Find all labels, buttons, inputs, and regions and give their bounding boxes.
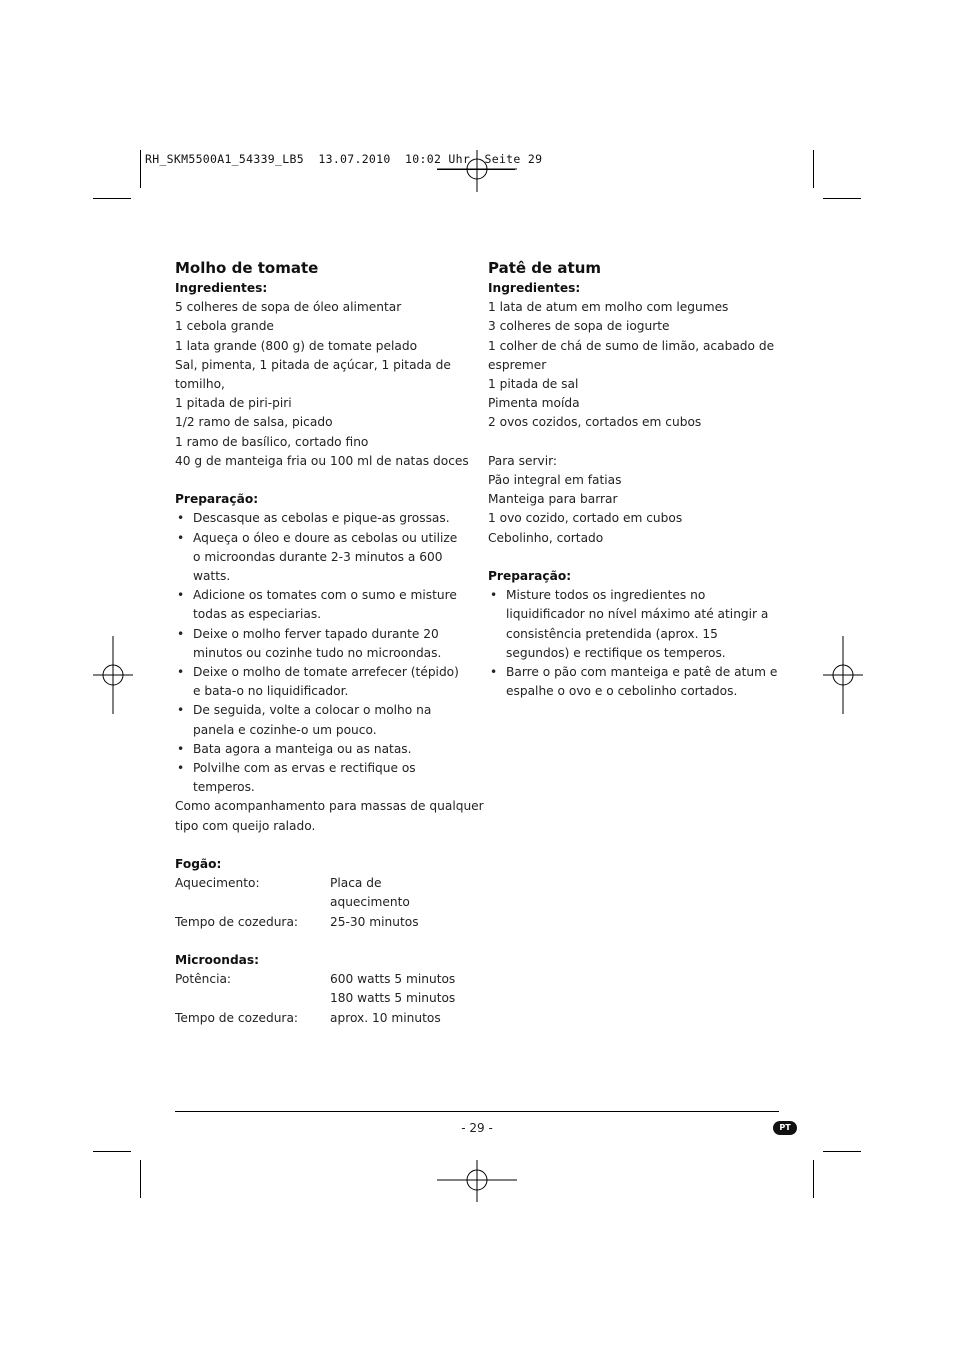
registration-mark-bottom (437, 1160, 517, 1202)
ingredient-item: 1 pitada de piri-piri (175, 396, 292, 411)
ingredient-item: 1 lata grande (800 g) de tomate pelado (175, 338, 418, 353)
stove-heading: Fogão: (175, 857, 222, 872)
serve-list (488, 471, 780, 548)
microwave-row (175, 1009, 465, 1028)
ingredient-item: 1 lata de atum em molho com legumes (488, 300, 729, 315)
stove-row (175, 874, 465, 912)
ingredient-item: 2 ovos cozidos, cortados em cubos (488, 415, 702, 430)
step-item: • De seguida, volte a colocar o molho na panela e cozinhe-o um pouco. (175, 701, 465, 739)
microwave-row (175, 970, 465, 989)
serving-note: tipo com queijo ralado. (175, 818, 316, 833)
serve-item: Cebolinho, cortado (488, 530, 604, 545)
stove-value: Placa de aquecimento (330, 876, 410, 910)
stove-row (175, 913, 465, 932)
ingredients-heading: Ingredientes: (175, 281, 268, 295)
recipe-title: Patê de atum (488, 259, 602, 277)
serving-note: Como acompanhamento para massas de qualquer (175, 799, 484, 814)
crop-mark (140, 1160, 141, 1198)
registration-mark-right (823, 636, 863, 714)
ingredients-heading: Ingredientes: (488, 281, 581, 295)
step-item: • Aqueça o óleo e doure as cebolas ou utilize o microondas durante 2-3 minutos a 600 watts. (175, 529, 465, 587)
step-item: • Deixe o molho ferver tapado durante 20 minutos ou cozinhe tudo no microondas. (175, 625, 465, 663)
ingredient-item: 1 ramo de basílico, cortado fino (175, 434, 369, 449)
microwave-value: 180 watts 5 minutos (330, 991, 456, 1006)
microwave-value: aprox. 10 minutos (330, 1010, 441, 1025)
recipe-tuna-pate (488, 258, 780, 701)
step-item: • Deixe o molho de tomate arrefecer (tépido) e bata-o no liquidificador. (175, 663, 465, 701)
microwave-value: 600 watts 5 minutos (330, 972, 456, 987)
step-item: • Misture todos os ingredientes no liquidificador no nível máximo até atingir a consistência pretendida (aprox. 15 segundos) e rectifique os temperos. (488, 586, 780, 663)
serve-heading: Para servir: (488, 453, 557, 468)
serve-item: Manteiga para barrar (488, 492, 618, 507)
crop-mark (813, 150, 814, 188)
microwave-key: Tempo de cozedura: (175, 1010, 299, 1025)
preparation-steps (175, 509, 465, 797)
ingredient-item: espremer (488, 357, 547, 372)
preparation-steps (488, 586, 780, 701)
footer-rule (175, 1111, 779, 1112)
preparation-heading: Preparação: (488, 569, 572, 584)
ingredient-list (175, 298, 469, 471)
ingredient-item: 3 colheres de sopa de iogurte (488, 319, 670, 334)
ingredient-item: 1/2 ramo de salsa, picado (175, 415, 333, 430)
crop-mark (140, 150, 141, 188)
preparation-heading: Preparação: (175, 492, 259, 507)
serve-item: 1 ovo cozido, cortado em cubos (488, 511, 683, 526)
stove-key: Tempo de cozedura: (175, 914, 299, 929)
serve-item: Pão integral em fatias (488, 473, 622, 488)
ingredient-item: 1 colher de chá de sumo de limão, acabado de (488, 338, 775, 353)
recipe-tomato-sauce (175, 258, 484, 1028)
ingredient-item: 5 colheres de sopa de óleo alimentar (175, 300, 402, 315)
stove-key: Aquecimento: (175, 876, 260, 891)
step-item: • Adicione os tomates com o sumo e misture todas as especiarias. (175, 586, 465, 624)
ingredient-item: tomilho, (175, 377, 225, 392)
step-item: • Descasque as cebolas e pique-as grossas. (175, 509, 465, 528)
microwave-row (175, 989, 465, 1008)
crop-mark (823, 1151, 861, 1152)
recipe-title: Molho de tomate (175, 259, 319, 277)
language-badge: PT (773, 1121, 797, 1135)
ingredient-item: 1 cebola grande (175, 319, 274, 334)
step-item: • Polvilhe com as ervas e rectifique os temperos. (175, 759, 465, 797)
print-slug: RH_SKM5500A1_54339_LB5 13.07.2010 10:02 Uhr Seite 29 (145, 152, 543, 166)
crop-mark (93, 198, 131, 199)
microwave-key (175, 989, 330, 1008)
ingredient-item: Pimenta moída (488, 396, 580, 411)
ingredient-item: 40 g de manteiga fria ou 100 ml de natas doces (175, 453, 469, 468)
slug-underline (437, 169, 515, 170)
registration-mark-left (93, 636, 133, 714)
step-item: • Bata agora a manteiga ou as natas. (175, 740, 465, 759)
ingredient-list (488, 298, 780, 432)
stove-value: 25-30 minutos (330, 914, 419, 929)
step-item: • Barre o pão com manteiga e patê de atum e espalhe o ovo e o cebolinho cortados. (488, 663, 780, 701)
ingredient-item: Sal, pimenta, 1 pitada de açúcar, 1 pitada de (175, 357, 451, 372)
ingredient-item: 1 pitada de sal (488, 377, 579, 392)
crop-mark (813, 1160, 814, 1198)
crop-mark (93, 1151, 131, 1152)
microwave-heading: Microondas: (175, 953, 260, 968)
page-number: - 29 - (461, 1121, 493, 1135)
microwave-key: Potência: (175, 972, 232, 987)
crop-mark (823, 198, 861, 199)
